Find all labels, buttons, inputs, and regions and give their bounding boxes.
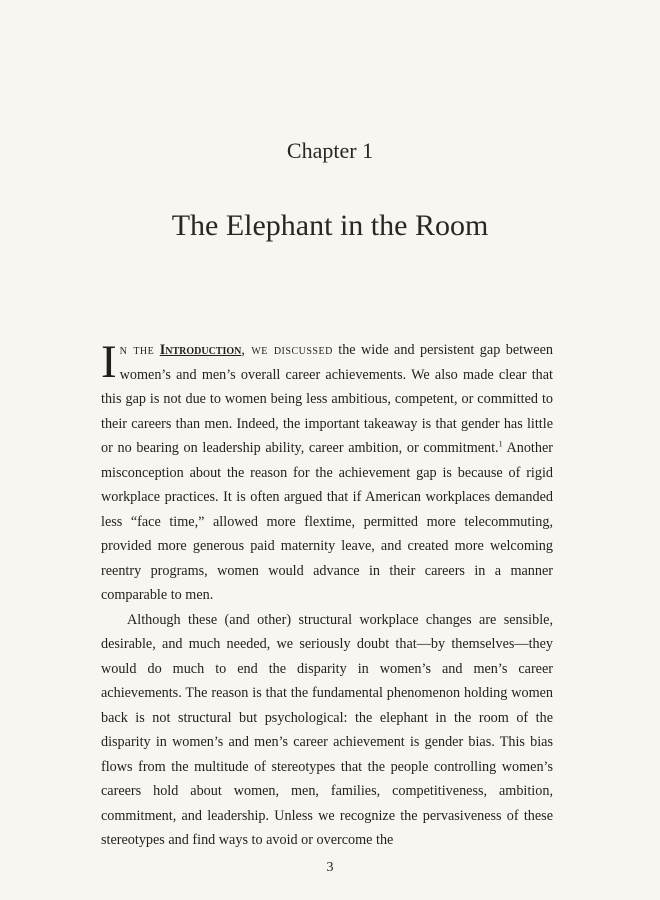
- paragraph-1-text-b: Another misconception about the reason for the achievement gap is because of rigid workplace practices. It is often argued that if American workplaces demanded less “face time,” allowed more flextime, permitted more telecommuting, provided more generous paid maternity leave, and created more welcoming reentry programs, women would advance in their careers in a manner comparable to men.: [101, 440, 553, 603]
- footnote-reference[interactable]: 1: [498, 439, 503, 449]
- drop-cap: I: [101, 336, 117, 388]
- paragraph-2: Although these (and other) structural workplace changes are sensible, desirable, and much needed, we seriously doubt that—by themselves—they would do much to end the disparity in women’s and men’s career achievements. The reason is that the fundamental phenomenon holding women back is not structural but psychological: the elephant in the room of the disparity in women’s and men’s career achievement is gender bias. This bias flows from the multitude of stereotypes that the people controlling women’s careers hold about women, men, families, competitiveness, ambition, commitment, and leadership. Unless we recognize the pervasiveness of these stereotypes and find ways to avoid or overcome the: [101, 611, 553, 848]
- introduction-link[interactable]: Introduction: [159, 342, 242, 358]
- lead-words: n the: [119, 342, 155, 358]
- chapter-body: [101, 338, 553, 853]
- chapter-title: The Elephant in the Room: [171, 209, 489, 242]
- lead-words-continued: , we discussed: [241, 342, 333, 358]
- paragraph-1-text-a: the wide and persistent gap between women’s and men’s overall career achievements. We also made clear that this gap is not due to women being less ambitious, competent, or committed to their careers than men. Indeed, the important takeaway is that gender has little or no bearing on leadership ability, career ambition, or commitment.: [101, 342, 553, 456]
- page-number: 3: [326, 860, 334, 875]
- chapter-number: Chapter 1: [286, 138, 374, 163]
- paragraph-1: [101, 338, 553, 608]
